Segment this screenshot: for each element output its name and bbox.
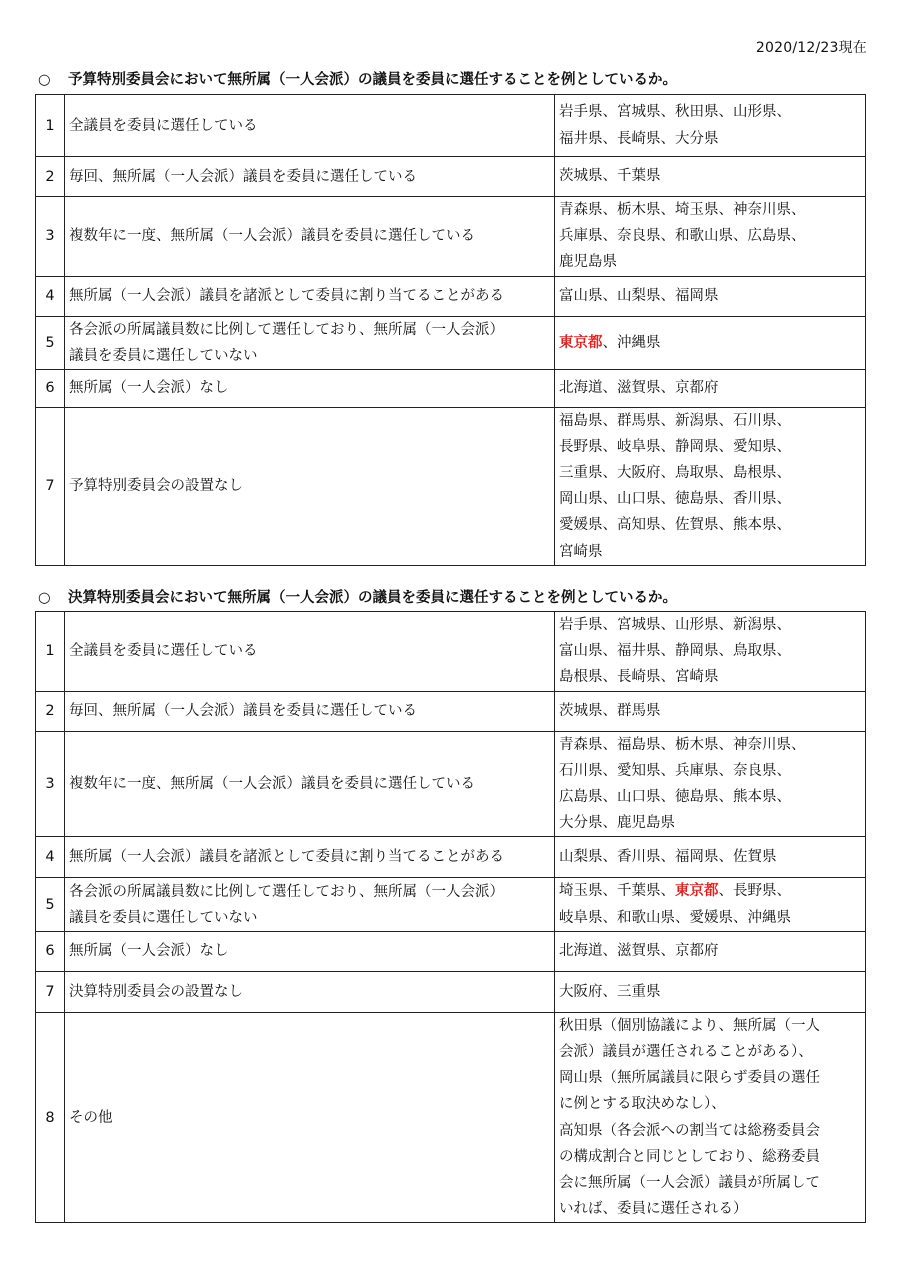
row-number: 7 (36, 971, 65, 1012)
row-prefectures: 秋田県（個別協議により、無所属（一人 会派）議員が選任されることがある）、 岡山県（無所属議員に限らず委員の選任 に例とする取決めなし）、 高知県（各会派への割当ては総務委員会 の構成割合と同じとしており、総務委員 会に無所属（一人会派）議員が所属して いれば、委員に選任される） (555, 1012, 866, 1223)
row-number: 1 (36, 612, 65, 692)
row-number: 7 (36, 407, 65, 565)
row-number: 4 (36, 276, 65, 316)
table-row (36, 95, 866, 157)
row-description: 無所属（一人会派）議員を諸派として委員に割り当てることがある (65, 276, 555, 316)
row-number: 3 (36, 731, 65, 837)
row-prefectures: 福島県、群馬県、新潟県、石川県、 長野県、岐阜県、静岡県、愛知県、 三重県、大阪府、鳥取県、島根県、 岡山県、山口県、徳島県、香川県、 愛媛県、高知県、佐賀県、熊本県、 宮崎県 (555, 407, 866, 565)
table-row (36, 612, 866, 692)
row-description: 毎回、無所属（一人会派）議員を委員に選任している (65, 157, 555, 197)
date-label: 2020/12/23現在 (755, 40, 867, 56)
table-row (36, 369, 866, 407)
row-prefectures: 茨城県、群馬県 (555, 691, 866, 731)
row-prefectures: 岩手県、宮城県、秋田県、山形県、 福井県、長崎県、大分県 (555, 95, 866, 157)
highlight-tokyo: 東京都 (559, 334, 603, 351)
row-description: 無所属（一人会派）なし (65, 369, 555, 407)
row-prefectures: 青森県、福島県、栃木県、神奈川県、 石川県、愛知県、兵庫県、奈良県、 広島県、山口県、徳島県、熊本県、 大分県、鹿児島県 (555, 731, 866, 837)
row-number: 2 (36, 157, 65, 197)
section-heading-settlement: ○ 決算特別委員会において無所属（一人会派）の議員を委員に選任することを例としているか。 (38, 590, 677, 606)
row-prefectures: 東京都、沖縄県 (555, 316, 866, 369)
row-number: 2 (36, 691, 65, 731)
row-number: 4 (36, 837, 65, 878)
row-prefectures: 埼玉県、千葉県、東京都、長野県、 岐阜県、和歌山県、愛媛県、沖縄県 (555, 878, 866, 931)
row-number: 1 (36, 95, 65, 157)
row-prefectures: 北海道、滋賀県、京都府 (555, 931, 866, 971)
row-number: 8 (36, 1012, 65, 1223)
budget-committee-table (35, 94, 866, 566)
row-description: 全議員を委員に選任している (65, 95, 555, 157)
row-description: 各会派の所属議員数に比例して選任しており、無所属（一人会派） 議員を委員に選任していない (65, 316, 555, 369)
table-row (36, 157, 866, 197)
row-description: 決算特別委員会の設置なし (65, 971, 555, 1012)
row-description: 複数年に一度、無所属（一人会派）議員を委員に選任している (65, 197, 555, 277)
row-description: 毎回、無所属（一人会派）議員を委員に選任している (65, 691, 555, 731)
row-description: 無所属（一人会派）なし (65, 931, 555, 971)
row-description: 予算特別委員会の設置なし (65, 407, 555, 565)
row-description: 各会派の所属議員数に比例して選任しており、無所属（一人会派） 議員を委員に選任していない (65, 878, 555, 931)
row-number: 6 (36, 369, 65, 407)
table-row (36, 407, 866, 565)
row-prefectures: 岩手県、宮城県、山形県、新潟県、 富山県、福井県、静岡県、鳥取県、 島根県、長崎県、宮崎県 (555, 612, 866, 692)
row-number: 6 (36, 931, 65, 971)
settlement-committee-table (35, 611, 866, 1223)
table-row (36, 1012, 866, 1223)
highlight-tokyo: 東京都 (675, 883, 719, 900)
circle-bullet-icon: ○ (38, 590, 51, 606)
section-heading-budget: ○ 予算特別委員会において無所属（一人会派）の議員を委員に選任することを例としているか。 (38, 72, 677, 88)
table-row (36, 691, 866, 731)
row-number: 5 (36, 316, 65, 369)
row-number: 3 (36, 197, 65, 277)
table-row (36, 731, 866, 837)
table-row (36, 316, 866, 369)
circle-bullet-icon: ○ (38, 72, 51, 88)
row-prefectures: 山梨県、香川県、福岡県、佐賀県 (555, 837, 866, 878)
row-prefectures: 北海道、滋賀県、京都府 (555, 369, 866, 407)
row-description: 複数年に一度、無所属（一人会派）議員を委員に選任している (65, 731, 555, 837)
row-description: その他 (65, 1012, 555, 1223)
row-prefectures: 青森県、栃木県、埼玉県、神奈川県、 兵庫県、奈良県、和歌山県、広島県、 鹿児島県 (555, 197, 866, 277)
row-prefectures: 茨城県、千葉県 (555, 157, 866, 197)
table-row (36, 276, 866, 316)
table-row (36, 931, 866, 971)
row-number: 5 (36, 878, 65, 931)
table-row (36, 197, 866, 277)
row-description: 全議員を委員に選任している (65, 612, 555, 692)
row-description: 無所属（一人会派）議員を諸派として委員に割り当てることがある (65, 837, 555, 878)
table-row (36, 971, 866, 1012)
row-prefectures: 大阪府、三重県 (555, 971, 866, 1012)
row-prefectures: 富山県、山梨県、福岡県 (555, 276, 866, 316)
table-row (36, 837, 866, 878)
table-row (36, 878, 866, 931)
